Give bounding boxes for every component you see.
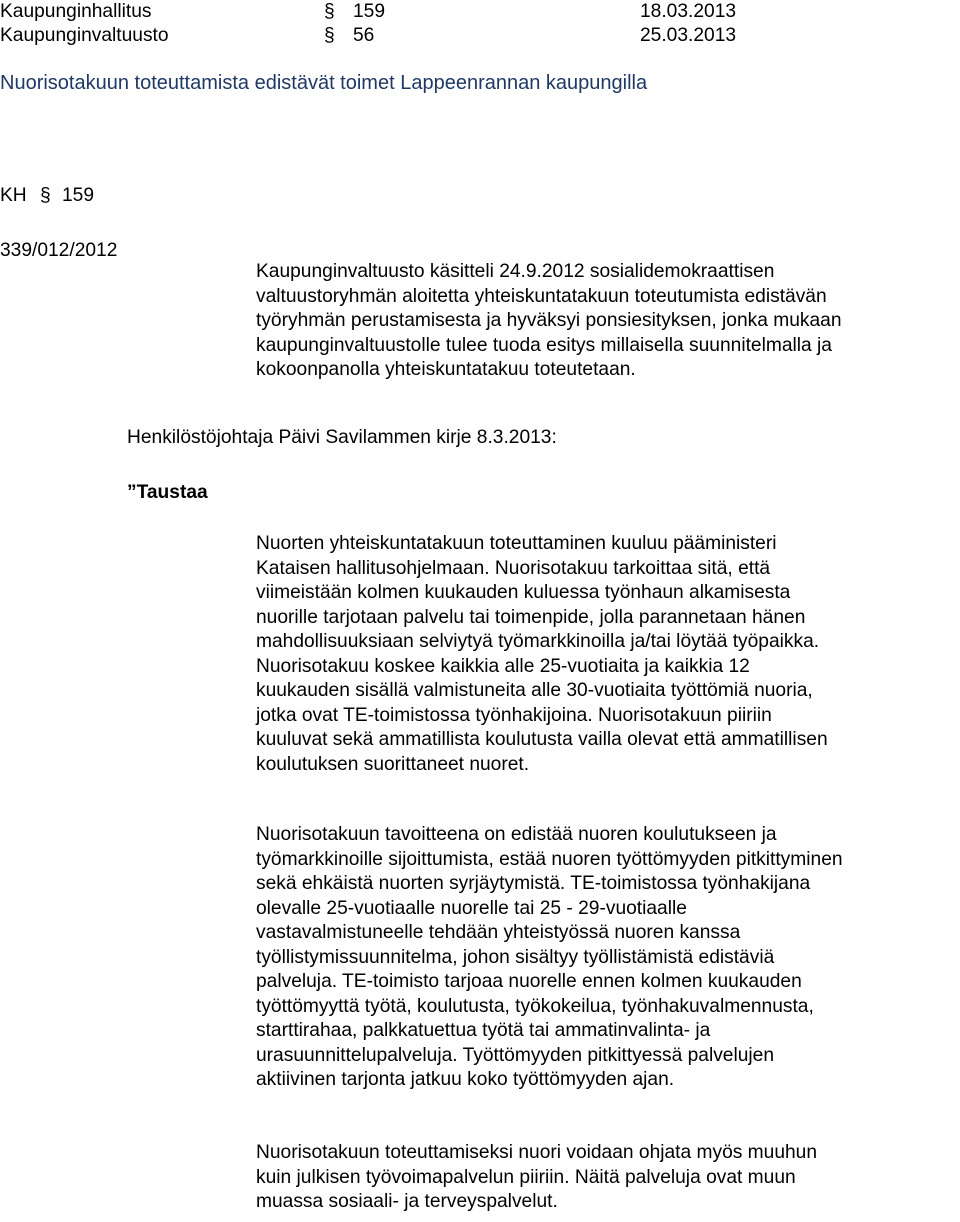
paragraph-line: nuorille tarjotaan palvelu tai toimenpide, jolla parannetaan hänen: [256, 606, 806, 628]
intro-line: kokoonpanolla yhteiskuntatakuu toteutetaan.: [256, 359, 636, 380]
paragraph-line: palveluja. TE-toimisto tarjoaa nuorelle ennen kolmen kuukauden: [256, 971, 802, 992]
header-date: 18.03.2013: [640, 1, 737, 22]
paragraph-line: viimeistään kolmen kuukauden kuluessa työnhaun alkamisesta: [256, 582, 791, 603]
paragraph-line: vastavalmistuneelle tehdään yhteistyössä nuoren kanssa: [256, 922, 741, 943]
paragraph-3: [256, 1141, 960, 1215]
paragraph-line: Kataisen hallitusohjelmaan. Nuorisotakuu tarkoittaa sitä, että: [256, 557, 771, 579]
header-date: 25.03.2013: [640, 25, 737, 46]
paragraph-line: kuin julkisen työvoimapalvelun piiriin. Näitä palveluja ovat muun: [256, 1166, 796, 1188]
paragraph-line: Nuorisotakuu koskee kaikkia alle 25-vuotiaita ja kaikkia 12: [256, 655, 750, 677]
header-number: 159: [353, 1, 386, 22]
paragraph-line: sekä ehkäistä nuorten syrjäytymistä. TE-toimistossa työnhakijana: [256, 873, 811, 894]
intro-line: kaupunginvaltuustolle tulee tuoda esitys millaisella suunnitelmalla ja: [256, 334, 832, 356]
paragraph-line: Nuorisotakuun toteuttamiseksi nuori voidaan ohjata myös muuhun: [256, 1142, 818, 1163]
section-heading-taustaa: ”Taustaa: [127, 482, 208, 503]
paragraph-line: Nuorten yhteiskuntatakuun toteuttaminen kuuluu pääministeri: [256, 533, 777, 554]
paragraph-line: työmarkkinoille sijoittumista, estää nuoren työttömyyden pitkittyminen: [256, 848, 843, 870]
intro-line: Kaupunginvaltuusto käsitteli 24.9.2012 sosialidemokraattisen: [256, 261, 775, 282]
section-sign: §: [40, 185, 51, 206]
paragraph-1: [256, 532, 960, 777]
paragraph-line: jotka ovat TE-toimistossa työnhakijoina. Nuorisotakuun piiriin: [256, 704, 772, 726]
intro-paragraph: [256, 260, 960, 383]
intro-line: valtuustoryhmän aloitetta yhteiskuntatakuun toteutumista edistävän: [256, 285, 827, 307]
paragraph-line: muassa sosiaali- ja terveyspalvelut.: [256, 1191, 558, 1212]
header-org: Kaupunginvaltuusto: [0, 25, 169, 46]
paragraph-line: työllistymissuunnitelma, johon sisältyy työllistämistä edistäviä: [256, 946, 775, 968]
paragraph-line: aktiivinen tarjonta jatkuu koko työttömyyden ajan.: [256, 1069, 675, 1090]
intro-line: työryhmän perustamisesta ja hyväksyi ponsiesityksen, jonka mukaan: [256, 310, 842, 331]
letter-reference: Henkilöstöjohtaja Päivi Savilammen kirje 8.3.2013:: [127, 427, 557, 448]
kh-number: 159: [62, 185, 95, 206]
paragraph-line: Nuorisotakuun tavoitteena on edistää nuoren koulutukseen ja: [256, 824, 777, 845]
paragraph-line: kuuluvat sekä ammatillista koulutusta vailla olevat että ammatillisen: [256, 729, 828, 750]
header-org: Kaupunginhallitus: [0, 1, 152, 22]
paragraph-2: [256, 823, 960, 1093]
section-sign: §: [324, 1, 335, 22]
kh-label: KH: [0, 185, 27, 206]
diary-number: 339/012/2012: [0, 240, 118, 261]
document-title: Nuorisotakuun toteuttamista edistävät toimet Lappeenrannan kaupungilla: [0, 72, 648, 94]
paragraph-line: urasuunnittelupalveluja. Työttömyyden pitkittyessä palvelujen: [256, 1044, 775, 1066]
paragraph-line: mahdollisuuksiaan selviytyä työmarkkinoilla ja/tai löytää työpaikka.: [256, 631, 820, 652]
paragraph-line: starttirahaa, palkkatuettua työtä tai ammatinvalinta- ja: [256, 1020, 711, 1041]
paragraph-line: koulutuksen suorittaneet nuoret.: [256, 753, 530, 775]
paragraph-line: olevalle 25-vuotiaalle nuorelle tai 25 - 29-vuotiaalle: [256, 897, 687, 919]
paragraph-line: työttömyyttä työtä, koulutusta, työkokeilua, työnhakuvalmennusta,: [256, 995, 814, 1017]
section-sign: §: [324, 25, 335, 46]
header-number: 56: [353, 25, 375, 46]
paragraph-line: kuukauden sisällä valmistuneita alle 30-vuotiaita työttömiä nuoria,: [256, 680, 813, 701]
